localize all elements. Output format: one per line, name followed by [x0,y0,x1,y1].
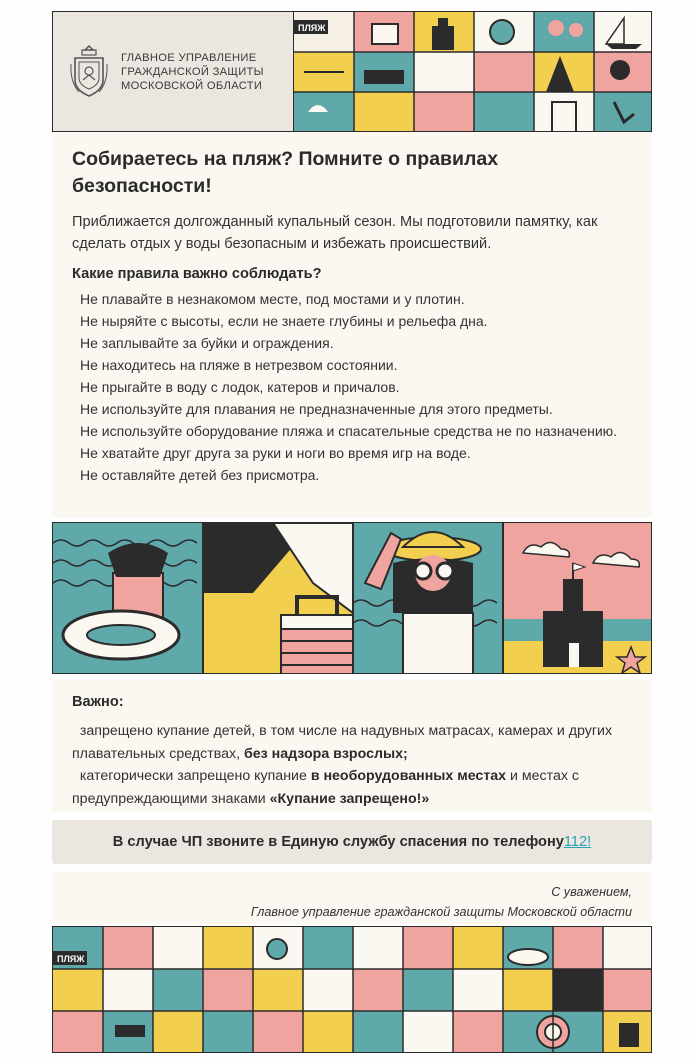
beach-sign: ПЛЯЖ [57,954,85,964]
org-name-line-3: МОСКОВСКОЙ ОБЛАСТИ [121,79,263,92]
beach-sign: ПЛЯЖ [298,23,326,33]
page-title: Собираетесь на пляж? Помните о правилах безопасности! [72,148,499,197]
rule-item: Не оставляйте детей без присмотра. [80,467,320,483]
important-item-places [72,765,632,810]
rule-item: Не используйте для плавания не предназначенные для этого предметы. [80,401,553,417]
rules-list [72,288,632,486]
rule-item: Не используйте оборудование пляжа и спасательные средства не по назначению. [80,423,618,439]
emergency-text: В случае ЧП звоните в Единую службу спасения по телефону [112,834,564,850]
important-text: категорически запрещено купание [79,768,307,784]
email-container [52,11,652,1053]
org-logo-block [53,12,293,131]
signature-block [52,872,652,924]
rule-item: Не хватайте друг друга за руки и ноги во время игр на воде. [80,445,471,461]
emergency-banner [52,820,652,864]
org-name-line-1: ГЛАВНОЕ УПРАВЛЕНИЕ [121,51,257,64]
emergency-phone-link[interactable]: 112! [563,834,592,850]
coat-of-arms-icon [69,44,109,100]
important-text: запрещено купание детей, в том числе на надувных матрасах, камерах и других плавательных средствах, [72,723,613,762]
important-item-children [72,720,632,765]
org-name [121,51,264,93]
intro-paragraph: Приближается долгожданный купальный сезон. Мы подготовили памятку, как сделать отдых у воды безопасным и избежать происшествий. [72,214,598,252]
org-name-line-2: ГРАЖДАНСКОЙ ЗАЩИТЫ [121,65,264,78]
beach-illustration-header [293,12,651,131]
important-bold-text: «Купание запрещено!» [269,790,430,807]
important-bold-text: в необорудованных местах [310,768,507,784]
beach-illustration-footer [52,926,652,1053]
rule-item: Не плавайте в незнакомом месте, под мостами и у плотин. [80,291,465,307]
header-banner [52,11,652,132]
rule-item: Не заплывайте за буйки и ограждения. [80,335,334,351]
signature-org: Главное управление гражданской защиты Московской области [250,905,632,919]
important-card [52,680,652,812]
important-text: и местах с предупреждающими знаками [72,768,579,807]
rule-item: Не ныряйте с высоты, если не знаете глубины и рельефа дна. [80,313,488,329]
beach-illustration-middle [52,522,652,674]
rules-heading: Какие правила важно соблюдать? [72,266,322,282]
signature-greeting: С уважением, [551,885,632,899]
rule-item: Не находитесь на пляже в нетрезвом состоянии. [80,357,398,373]
important-heading: Важно: [72,694,124,710]
important-bold-text: без надзора взрослых; [244,745,408,762]
main-content-card [52,132,652,518]
rule-item: Не прыгайте в воду с лодок, катеров и причалов. [80,379,400,395]
